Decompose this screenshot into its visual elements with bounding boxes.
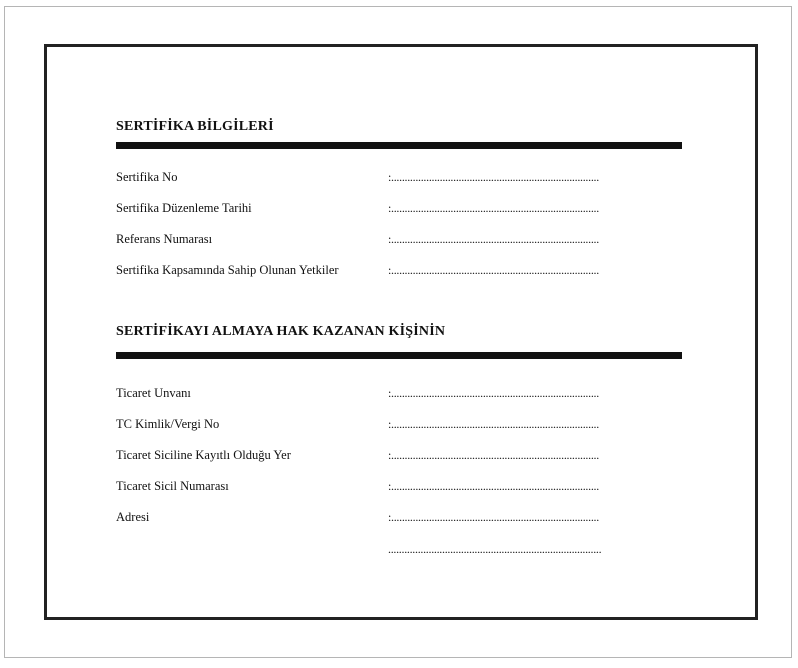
field-authorizations[interactable]: :............................................................................. <box>388 263 599 277</box>
label-registry-number: Ticaret Sicil Numarası <box>116 479 229 493</box>
label-certificate-no: Sertifika No <box>116 170 178 184</box>
label-issue-date: Sertifika Düzenleme Tarihi <box>116 201 252 215</box>
field-issue-date[interactable]: :............................................................................. <box>388 201 599 215</box>
label-address: Adresi <box>116 510 150 524</box>
section-rule-certificate-info <box>116 142 682 149</box>
field-address-continuation[interactable]: ............................................................................... <box>388 542 602 556</box>
label-tax-id: TC Kimlik/Vergi No <box>116 417 220 431</box>
label-trade-name: Ticaret Unvanı <box>116 386 191 400</box>
field-certificate-no[interactable]: :............................................................................. <box>388 170 599 184</box>
label-authorizations: Sertifika Kapsamında Sahip Olunan Yetkiler <box>116 263 339 277</box>
field-registry-number[interactable]: :............................................................................. <box>388 479 599 493</box>
section-title-certificate-info: SERTİFİKA BİLGİLERİ <box>116 119 274 134</box>
field-trade-name[interactable]: :............................................................................. <box>388 386 599 400</box>
field-reference-number[interactable]: :............................................................................. <box>388 232 599 246</box>
label-reference-number: Referans Numarası <box>116 232 213 246</box>
section-title-recipient: SERTİFİKAYI ALMAYA HAK KAZANAN KİŞİNİN <box>116 324 446 339</box>
label-registry-location: Ticaret Siciline Kayıtlı Olduğu Yer <box>116 448 291 462</box>
field-registry-location[interactable]: :............................................................................. <box>388 448 599 462</box>
field-address[interactable]: :............................................................................. <box>388 510 599 524</box>
section-rule-recipient <box>116 352 682 359</box>
field-tax-id[interactable]: :............................................................................. <box>388 417 599 431</box>
